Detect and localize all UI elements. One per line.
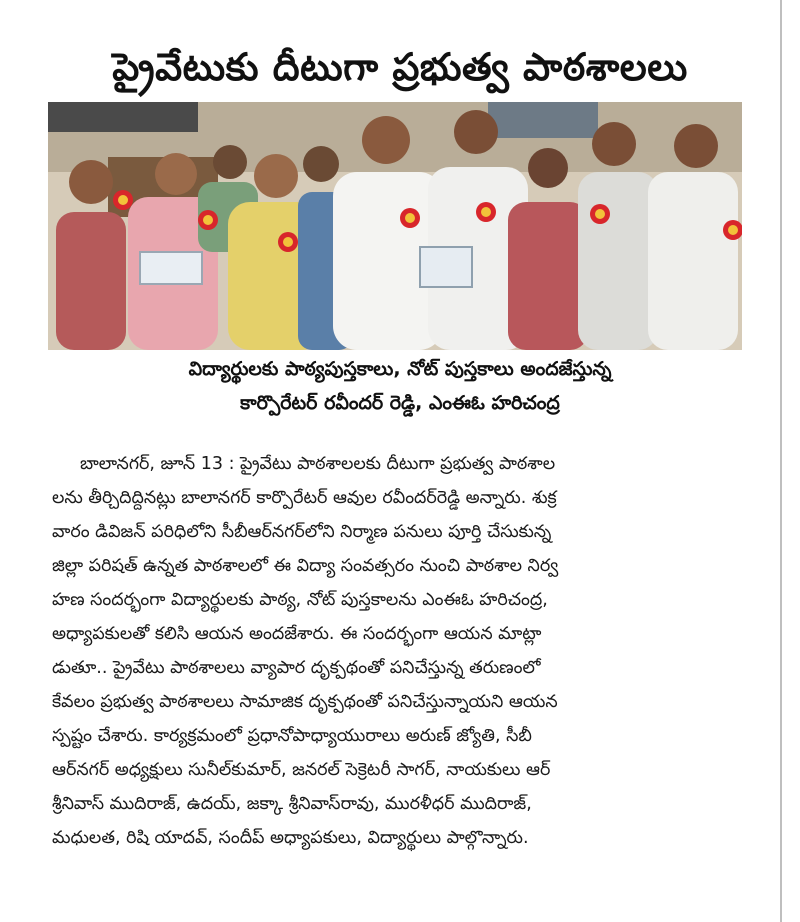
article-body-line: శ్రీనివాస్‌ ముదిరాజ్‌, ఉదయ్‌, జక్కా శ్రీనివాస్‌రావు, మురళీధర్‌ ముదిరాజ్‌,	[52, 794, 532, 814]
article-body-line: హణ సందర్భంగా విద్యార్థులకు పాఠ్య, నోట్‌ పుస్తకాలను ఎంఈఓ హరిచంద్ర,	[52, 590, 548, 610]
article-headline: ప్రైవేటుకు దీటుగా ప్రభుత్వ పాఠశాలలు	[112, 45, 688, 90]
column-divider	[780, 0, 782, 922]
photo-illustration	[48, 102, 742, 350]
photo-caption-line-1: విద్యార్థులకు పాఠ్యపుస్తకాలు, నోట్‌ పుస్తకాలు అందజేస్తున్న	[188, 358, 612, 380]
article-body-line: జిల్లా పరిషత్‌ ఉన్నత పాఠశాలలో ఈ విద్యా సంవత్సరం నుంచి పాఠశాల నిర్వ	[52, 556, 559, 576]
article-body-line: బాలానగర్‌, జూన్‌ 13 : ప్రైవేటు పాఠశాలలకు దీటుగా ప్రభుత్వ పాఠశాల	[80, 454, 556, 474]
photo-caption-line-2: కార్పొరేటర్‌ రవీందర్‌ రెడ్డి, ఎంఈఓ హరిచంద్ర	[240, 392, 560, 414]
article-body-line: అధ్యాపకులతో కలిసి ఆయన అందజేశారు. ఈ సందర్భంగా ఆయన మాట్లా	[52, 624, 542, 644]
article-body-line: మధులత, రిషి యాదవ్‌, సందీప్‌ అధ్యాపకులు, విద్యార్థులు పాల్గొన్నారు.	[52, 828, 529, 848]
article-body-line: స్పష్టం చేశారు. కార్యక్రమంలో ప్రధానోపాధ్యాయురాలు అరుణ్‌ జ్యోతి, సీబీ	[52, 726, 532, 746]
news-photo	[48, 102, 742, 350]
article-body-line: డుతూ.. ప్రైవేటు పాఠశాలలు వ్యాపార దృక్పథంతో పనిచేస్తున్న తరుణంలో	[52, 658, 541, 678]
article-body-line: కేవలం ప్రభుత్వ పాఠశాలలు సామాజిక దృక్పథంతో పనిచేస్తున్నాయని ఆయన	[52, 692, 558, 712]
article-body-line: వారం డివిజన్‌ పరిధిలోని సీబీఆర్‌నగర్‌లోని నిర్మాణ పనులు పూర్తి చేసుకున్న	[52, 522, 552, 542]
article-body	[52, 447, 742, 855]
article-body-line: లను తీర్చిదిద్దినట్లు బాలానగర్‌ కార్పొరేటర్‌ ఆవుల రవీందర్‌రెడ్డి అన్నారు. శుక్ర	[52, 488, 557, 508]
article-body-line: ఆర్‌నగర్‌ అధ్యక్షులు సునీల్‌కుమార్‌, జనరల్‌ సెక్రెటరీ సాగర్‌, నాయకులు ఆర్‌	[52, 760, 551, 780]
